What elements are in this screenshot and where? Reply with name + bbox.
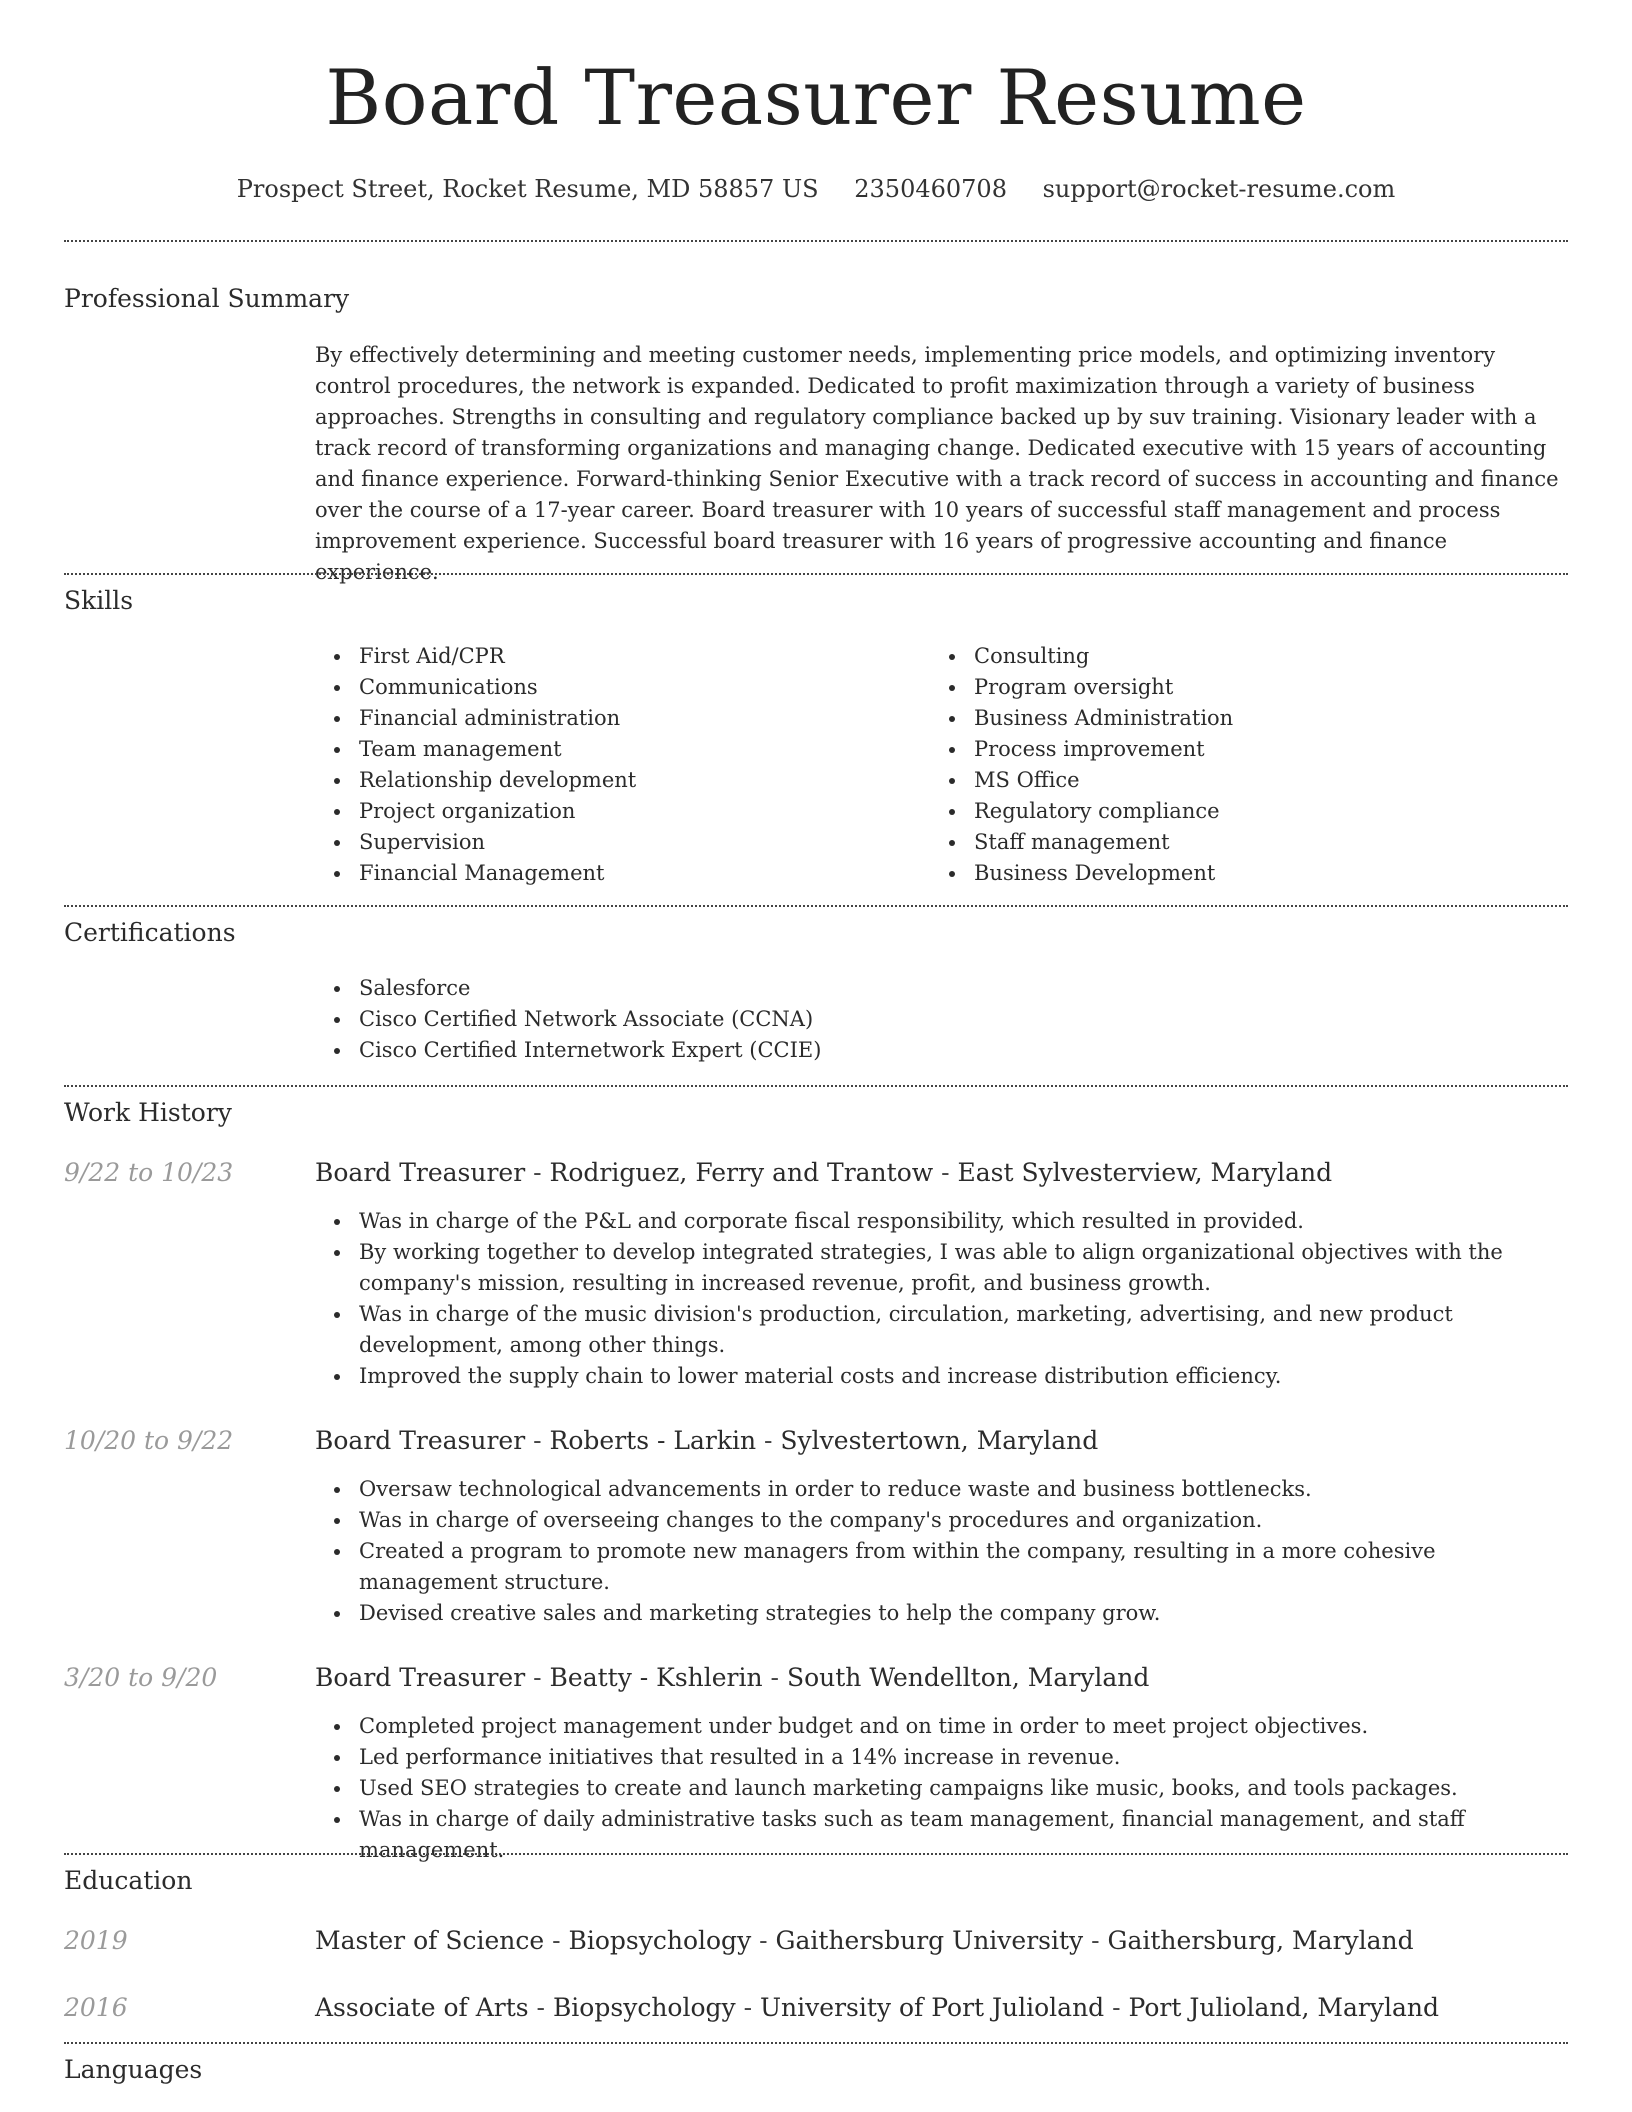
list-item: Improved the supply chain to lower material costs and increase distribution efficiency.: [315, 1361, 1568, 1392]
list-item: Business Administration: [930, 703, 1530, 734]
list-item: Led performance initiatives that resulted in a 14% increase in revenue.: [315, 1742, 1568, 1773]
contact-email: support@rocket-resume.com: [1042, 175, 1396, 203]
list-item: Business Development: [930, 858, 1530, 889]
list-item: Cisco Certified Internetwork Expert (CCIE): [315, 1035, 1568, 1066]
job-title: Board Treasurer: [315, 1663, 526, 1692]
list-item: Process improvement: [930, 734, 1530, 765]
job-company: Beatty - Kshlerin: [549, 1663, 763, 1692]
section-title-education: Education: [64, 1866, 193, 1895]
list-item: First Aid/CPR: [315, 641, 915, 672]
list-item: Relationship development: [315, 765, 915, 796]
divider: [64, 2042, 1568, 2044]
list-item: Devised creative sales and marketing strategies to help the company grow.: [315, 1598, 1568, 1629]
education-field: Biopsychology: [552, 1993, 736, 2022]
list-item: MS Office: [930, 765, 1530, 796]
list-item: Program oversight: [930, 672, 1530, 703]
section-title-work-history: Work History: [64, 1098, 232, 1127]
section-title-certifications: Certifications: [64, 918, 236, 947]
list-item: Financial Management: [315, 858, 915, 889]
job-heading: Board Treasurer - Beatty - Kshlerin - South Wendellton, Maryland: [315, 1663, 1150, 1692]
job-location: East Sylvesterview, Maryland: [957, 1158, 1333, 1187]
education-school: Gaithersburg University: [775, 1926, 1084, 1955]
job-heading: Board Treasurer - Rodriguez, Ferry and Trantow - East Sylvesterview, Maryland: [315, 1158, 1333, 1187]
job-bullets: [315, 1206, 1568, 1392]
education-degree: Master of Science: [315, 1926, 545, 1955]
education-degree: Associate of Arts: [315, 1993, 529, 2022]
list-item: Consulting: [930, 641, 1530, 672]
education-school: University of Port Julioland: [759, 1993, 1105, 2022]
section-title-skills: Skills: [64, 586, 134, 615]
job-title: Board Treasurer: [315, 1426, 526, 1455]
divider: [64, 573, 1568, 575]
section-title-languages: Languages: [64, 2055, 203, 2084]
education-heading: Associate of Arts - Biopsychology - University of Port Julioland - Port Julioland, Maryland: [315, 1993, 1439, 2022]
contact-line: [64, 172, 1568, 206]
skills-list-right: [930, 641, 1530, 889]
list-item: Cisco Certified Network Associate (CCNA): [315, 1004, 1568, 1035]
contact-phone: 2350460708: [854, 175, 1007, 203]
job-location: South Wendellton, Maryland: [786, 1663, 1150, 1692]
job-bullets: [315, 1711, 1568, 1866]
job-dates: 10/20 to 9/22: [64, 1426, 234, 1455]
list-item: Created a program to promote new managers from within the company, resulting in a more cohesive management structure.: [315, 1536, 1568, 1598]
list-item: Was in charge of the P&L and corporate fiscal responsibility, which resulted in provided.: [315, 1206, 1568, 1237]
resume-title: Board Treasurer Resume: [325, 53, 1307, 142]
list-item: Was in charge of overseeing changes to the company's procedures and organization.: [315, 1505, 1568, 1536]
list-item: Salesforce: [315, 973, 1568, 1004]
list-item: Was in charge of the music division's production, circulation, marketing, advertising, and new product development, among other things.: [315, 1299, 1568, 1361]
divider: [64, 905, 1568, 907]
list-item: Was in charge of daily administrative tasks such as team management, financial management, and staff management.: [315, 1804, 1568, 1866]
job-dates: 9/22 to 10/23: [64, 1158, 234, 1187]
summary-text: By effectively determining and meeting customer needs, implementing price models, and optimizing inventory control procedures, the network is expanded. Dedicated to profit maximization through a variety of business approaches. Strengths in consulting and regulatory compliance backed up by suv training. Visionary leader with a track record of transforming organizations and managing change. Dedicated executive with 15 years of accounting and finance experience. Forward-thinking Senior Executive with a track record of success in accounting and finance over the course of a 17-year career. Board treasurer with 10 years of successful staff management and process improvement experience. Successful board treasurer with 16 years of progressive accounting and finance experience.: [315, 343, 1559, 584]
section-title-summary: Professional Summary: [64, 284, 350, 313]
education-year: 2019: [64, 1926, 128, 1955]
list-item: Used SEO strategies to create and launch marketing campaigns like music, books, and tools packages.: [315, 1773, 1568, 1804]
list-item: Completed project management under budget and on time in order to meet project objectives.: [315, 1711, 1568, 1742]
list-item: Oversaw technological advancements in order to reduce waste and business bottlenecks.: [315, 1474, 1568, 1505]
education-heading: Master of Science - Biopsychology - Gaithersburg University - Gaithersburg, Maryland: [315, 1926, 1414, 1955]
job-bullets: [315, 1474, 1568, 1629]
divider: [64, 1853, 1568, 1855]
list-item: Project organization: [315, 796, 915, 827]
education-location: Port Julioland, Maryland: [1128, 1993, 1439, 2022]
list-item: By working together to develop integrated strategies, I was able to align organizational objectives with the company's mission, resulting in increased revenue, profit, and business growth.: [315, 1237, 1568, 1299]
job-heading: Board Treasurer - Roberts - Larkin - Sylvestertown, Maryland: [315, 1426, 1099, 1455]
education-field: Biopsychology: [568, 1926, 752, 1955]
list-item: Staff management: [930, 827, 1530, 858]
job-location: Sylvestertown, Maryland: [780, 1426, 1099, 1455]
contact-address: Prospect Street, Rocket Resume, MD 58857 US: [236, 175, 819, 203]
list-item: Regulatory compliance: [930, 796, 1530, 827]
education-year: 2016: [64, 1993, 128, 2022]
education-location: Gaithersburg, Maryland: [1107, 1926, 1414, 1955]
skills-list-left: [315, 641, 915, 889]
list-item: Supervision: [315, 827, 915, 858]
divider: [64, 240, 1568, 242]
job-company: Rodriguez, Ferry and Trantow: [549, 1158, 934, 1187]
list-item: Communications: [315, 672, 915, 703]
job-dates: 3/20 to 9/20: [64, 1663, 218, 1692]
job-company: Roberts - Larkin: [549, 1426, 757, 1455]
certifications-list: [315, 973, 1568, 1066]
job-title: Board Treasurer: [315, 1158, 526, 1187]
divider: [64, 1085, 1568, 1087]
list-item: Financial administration: [315, 703, 915, 734]
list-item: Team management: [315, 734, 915, 765]
